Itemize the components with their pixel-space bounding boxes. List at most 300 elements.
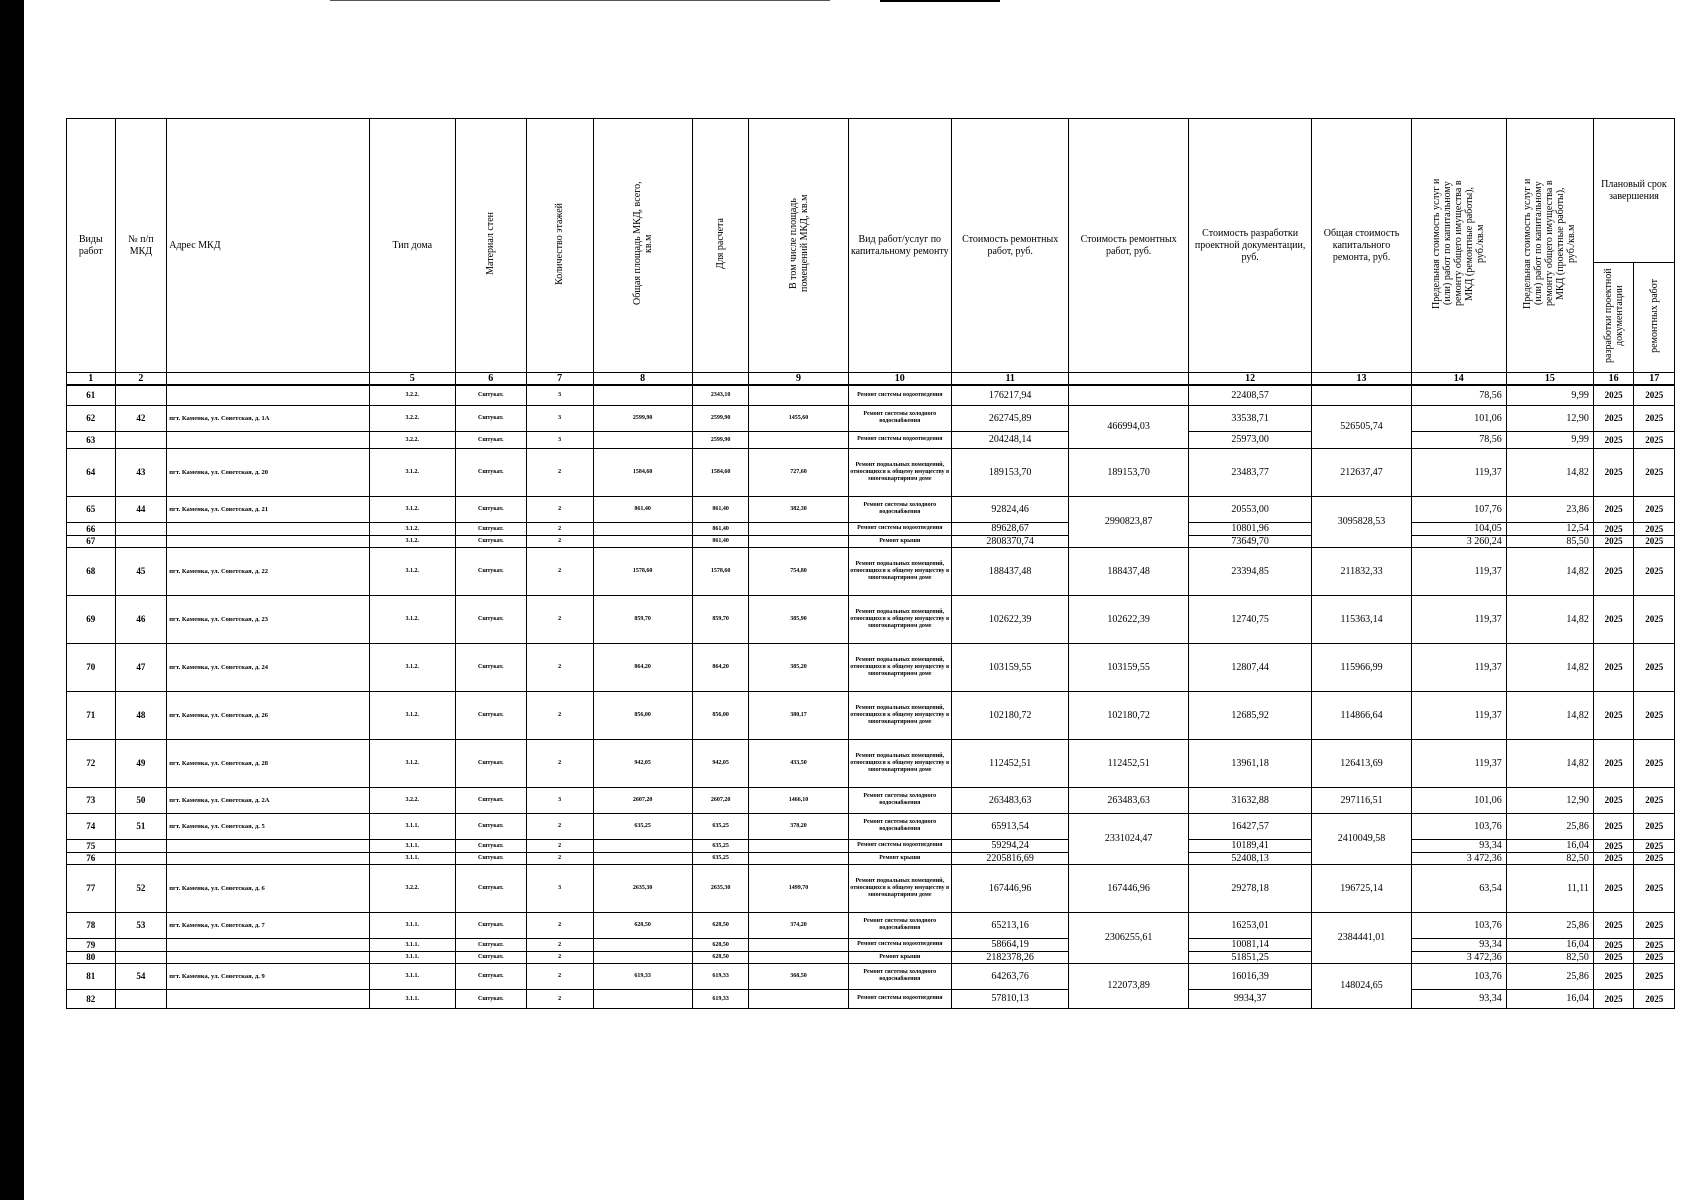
address-cell — [167, 535, 370, 547]
limit-repair-cell: 101,06 — [1411, 405, 1506, 431]
header-term-design: разработки проектной документации — [1593, 263, 1634, 373]
premises-area-cell: 1466,10 — [749, 787, 848, 813]
limit-design-cell: 16,04 — [1506, 938, 1593, 951]
term-design-cell: 2025 — [1593, 938, 1634, 951]
design-cost-cell: 52408,13 — [1188, 852, 1312, 864]
total-area-cell: 856,00 — [593, 691, 692, 739]
term-repair-cell: 2025 — [1634, 989, 1675, 1008]
floors-cell: 2 — [526, 963, 593, 989]
term-repair-cell: 2025 — [1634, 535, 1675, 547]
wall-material-cell: Сштукат. — [455, 385, 526, 405]
house-type-cell: 3.1.1. — [369, 989, 455, 1008]
address-cell: пгт. Каменка, ул. Советская, д. 24 — [167, 643, 370, 691]
repair-cost-cell: 65913,54 — [951, 813, 1068, 839]
calc-area-cell: 2607,20 — [692, 787, 749, 813]
repair-cost-cell: 189153,70 — [951, 448, 1068, 496]
total-area-cell: 861,40 — [593, 496, 692, 522]
table-row — [67, 522, 1675, 535]
row-number: 77 — [67, 864, 116, 912]
mkd-number: 53 — [115, 912, 167, 938]
header-total-area: Общая площадь МКД, всего, кв.м — [593, 119, 692, 373]
repair-cost-cell: 112452,51 — [951, 739, 1068, 787]
floors-cell: 2 — [526, 839, 593, 852]
calc-area-cell: 635,25 — [692, 852, 749, 864]
wall-material-cell: Сштукат. — [455, 643, 526, 691]
term-design-cell: 2025 — [1593, 385, 1634, 405]
mkd-number: 46 — [115, 595, 167, 643]
limit-repair-cell: 93,34 — [1411, 938, 1506, 951]
floors-cell: 2 — [526, 643, 593, 691]
total-area-cell: 2607,20 — [593, 787, 692, 813]
total-area-cell: 864,20 — [593, 643, 692, 691]
floors-cell: 2 — [526, 813, 593, 839]
limit-repair-cell: 78,56 — [1411, 385, 1506, 405]
column-number: 12 — [1188, 373, 1312, 386]
limit-design-cell: 85,50 — [1506, 535, 1593, 547]
repair-cost-cell: 92824,46 — [951, 496, 1068, 522]
wall-material-cell: Сштукат. — [455, 522, 526, 535]
calc-area-cell: 861,40 — [692, 535, 749, 547]
premises-area-cell: 380,17 — [749, 691, 848, 739]
repair-cost-total-cell — [1069, 385, 1188, 405]
limit-design-cell: 14,82 — [1506, 643, 1593, 691]
total-area-cell: 942,05 — [593, 739, 692, 787]
mkd-number: 45 — [115, 547, 167, 595]
scan-top-line — [330, 0, 830, 1]
wall-material-cell: Сштукат. — [455, 691, 526, 739]
calc-area-cell: 2343,10 — [692, 385, 749, 405]
document-sheet — [66, 118, 1675, 1009]
mkd-number: 49 — [115, 739, 167, 787]
design-cost-cell: 25973,00 — [1188, 431, 1312, 448]
design-cost-cell: 51851,25 — [1188, 951, 1312, 963]
term-repair-cell: 2025 — [1634, 405, 1675, 431]
calc-area-cell: 2635,30 — [692, 864, 749, 912]
term-repair-cell: 2025 — [1634, 385, 1675, 405]
calc-area-cell: 635,25 — [692, 813, 749, 839]
total-cost-cell: 114866,64 — [1312, 691, 1411, 739]
design-cost-cell: 9934,37 — [1188, 989, 1312, 1008]
wall-material-cell: Сштукат. — [455, 405, 526, 431]
house-type-cell: 3.1.2. — [369, 739, 455, 787]
limit-design-cell: 23,86 — [1506, 496, 1593, 522]
table-row — [67, 739, 1675, 787]
design-cost-cell: 33538,71 — [1188, 405, 1312, 431]
premises-area-cell — [749, 951, 848, 963]
wall-material-cell: Сштукат. — [455, 951, 526, 963]
repair-cost-total-cell: 112452,51 — [1069, 739, 1188, 787]
repair-cost-cell: 2182378,26 — [951, 951, 1068, 963]
mkd-number — [115, 938, 167, 951]
work-kind-cell: Ремонт системы водоотведения — [848, 938, 951, 951]
wall-material-cell: Сштукат. — [455, 963, 526, 989]
mkd-number — [115, 839, 167, 852]
term-repair-cell: 2025 — [1634, 643, 1675, 691]
calc-area-cell: 942,05 — [692, 739, 749, 787]
house-type-cell: 3.1.1. — [369, 839, 455, 852]
total-cost-cell: 212637,47 — [1312, 448, 1411, 496]
limit-design-cell: 16,04 — [1506, 839, 1593, 852]
work-kind-cell: Ремонт подвальных помещений, относящихся к общему имуществу в многоквартирном доме — [848, 643, 951, 691]
row-number: 62 — [67, 405, 116, 431]
total-cost-cell: 211832,33 — [1312, 547, 1411, 595]
address-cell — [167, 839, 370, 852]
header-limit-design: Предельная стоимость услуг и (или) работ по капитальному ремонту общего имущества в МКД (проектные работы), руб./кв.м — [1506, 119, 1593, 373]
term-repair-cell: 2025 — [1634, 522, 1675, 535]
house-type-cell: 3.1.1. — [369, 938, 455, 951]
term-design-cell: 2025 — [1593, 448, 1634, 496]
term-repair-cell: 2025 — [1634, 431, 1675, 448]
limit-design-cell: 82,50 — [1506, 852, 1593, 864]
work-kind-cell: Ремонт системы холодного водоснабжения — [848, 813, 951, 839]
wall-material-cell: Сштукат. — [455, 431, 526, 448]
table-row — [67, 864, 1675, 912]
house-type-cell: 3.2.2. — [369, 385, 455, 405]
floors-cell: 2 — [526, 448, 593, 496]
design-cost-cell: 16253,01 — [1188, 912, 1312, 938]
limit-design-cell: 14,82 — [1506, 448, 1593, 496]
term-design-cell: 2025 — [1593, 643, 1634, 691]
row-number: 78 — [67, 912, 116, 938]
total-cost-cell: 196725,14 — [1312, 864, 1411, 912]
total-area-cell: 628,50 — [593, 912, 692, 938]
row-number: 80 — [67, 951, 116, 963]
design-cost-cell: 12807,44 — [1188, 643, 1312, 691]
limit-repair-cell: 3 260,24 — [1411, 535, 1506, 547]
table-row — [67, 431, 1675, 448]
repair-cost-cell: 65213,16 — [951, 912, 1068, 938]
limit-design-cell: 14,82 — [1506, 739, 1593, 787]
total-cost-cell: 148024,65 — [1312, 963, 1411, 1008]
row-number: 79 — [67, 938, 116, 951]
premises-area-cell: 1499,70 — [749, 864, 848, 912]
table-row — [67, 595, 1675, 643]
limit-design-cell: 12,54 — [1506, 522, 1593, 535]
premises-area-cell — [749, 938, 848, 951]
calc-area-cell: 628,50 — [692, 938, 749, 951]
total-area-cell: 1578,60 — [593, 547, 692, 595]
wall-material-cell: Сштукат. — [455, 938, 526, 951]
total-area-cell — [593, 989, 692, 1008]
wall-material-cell: Сштукат. — [455, 912, 526, 938]
mkd-number — [115, 431, 167, 448]
repair-cost-total-cell: 122073,89 — [1069, 963, 1188, 1008]
premises-area-cell — [749, 385, 848, 405]
mkd-number: 52 — [115, 864, 167, 912]
design-cost-cell: 20553,00 — [1188, 496, 1312, 522]
wall-material-cell: Сштукат. — [455, 852, 526, 864]
header-floors: Количество этажей — [526, 119, 593, 373]
mkd-number: 50 — [115, 787, 167, 813]
repair-cost-total-cell: 189153,70 — [1069, 448, 1188, 496]
design-cost-cell: 12740,75 — [1188, 595, 1312, 643]
limit-repair-cell: 93,34 — [1411, 839, 1506, 852]
column-number: 13 — [1312, 373, 1411, 386]
mkd-number — [115, 852, 167, 864]
floors-cell: 2 — [526, 951, 593, 963]
limit-repair-cell: 119,37 — [1411, 448, 1506, 496]
address-cell: пгт. Каменка, ул. Советская, д. 9 — [167, 963, 370, 989]
total-cost-cell: 115363,14 — [1312, 595, 1411, 643]
limit-design-cell: 12,90 — [1506, 787, 1593, 813]
repair-cost-cell: 58664,19 — [951, 938, 1068, 951]
house-type-cell: 3.1.2. — [369, 522, 455, 535]
repair-cost-total-cell: 2990823,87 — [1069, 496, 1188, 547]
table-row — [67, 385, 1675, 405]
term-design-cell: 2025 — [1593, 839, 1634, 852]
header-design-cost: Стоимость разработки проектной документации, руб. — [1188, 119, 1312, 373]
repair-cost-cell: 102180,72 — [951, 691, 1068, 739]
total-area-cell — [593, 852, 692, 864]
limit-design-cell: 25,86 — [1506, 813, 1593, 839]
term-repair-cell: 2025 — [1634, 839, 1675, 852]
mkd-number: 54 — [115, 963, 167, 989]
work-kind-cell: Ремонт крыши — [848, 852, 951, 864]
term-repair-cell: 2025 — [1634, 912, 1675, 938]
work-kind-cell: Ремонт крыши — [848, 535, 951, 547]
premises-area-cell — [749, 839, 848, 852]
house-type-cell: 3.1.1. — [369, 852, 455, 864]
total-area-cell: 619,33 — [593, 963, 692, 989]
term-repair-cell: 2025 — [1634, 852, 1675, 864]
wall-material-cell: Сштукат. — [455, 739, 526, 787]
repair-cost-total-cell: 2306255,61 — [1069, 912, 1188, 963]
address-cell: пгт. Каменка, ул. Советская, д. 22 — [167, 547, 370, 595]
row-number: 70 — [67, 643, 116, 691]
limit-repair-cell: 107,76 — [1411, 496, 1506, 522]
repair-cost-total-cell: 466994,03 — [1069, 405, 1188, 448]
limit-design-cell: 9,99 — [1506, 431, 1593, 448]
total-area-cell: 2599,90 — [593, 405, 692, 431]
scan-edge — [0, 0, 24, 1200]
repair-cost-cell: 2205816,69 — [951, 852, 1068, 864]
calc-area-cell: 2599,90 — [692, 431, 749, 448]
calc-area-cell: 619,33 — [692, 963, 749, 989]
total-area-cell: 635,25 — [593, 813, 692, 839]
row-number: 75 — [67, 839, 116, 852]
repair-cost-total-cell: 103159,55 — [1069, 643, 1188, 691]
premises-area-cell: 385,90 — [749, 595, 848, 643]
premises-area-cell: 727,60 — [749, 448, 848, 496]
address-cell — [167, 852, 370, 864]
house-type-cell: 3.1.1. — [369, 813, 455, 839]
floors-cell: 3 — [526, 405, 593, 431]
work-kind-cell: Ремонт подвальных помещений, относящихся к общему имуществу в многоквартирном доме — [848, 691, 951, 739]
calc-area-cell: 635,25 — [692, 839, 749, 852]
limit-design-cell: 14,82 — [1506, 691, 1593, 739]
wall-material-cell: Сштукат. — [455, 989, 526, 1008]
floors-cell: 2 — [526, 989, 593, 1008]
scan-top-mark — [880, 0, 1000, 2]
work-kind-cell: Ремонт подвальных помещений, относящихся к общему имуществу в многоквартирном доме — [848, 595, 951, 643]
wall-material-cell: Сштукат. — [455, 595, 526, 643]
total-cost-cell: 2384441,01 — [1312, 912, 1411, 963]
address-cell: пгт. Каменка, ул. Советская, д. 1А — [167, 405, 370, 431]
address-cell — [167, 385, 370, 405]
repair-cost-cell: 263483,63 — [951, 787, 1068, 813]
design-cost-cell: 10189,41 — [1188, 839, 1312, 852]
term-design-cell: 2025 — [1593, 522, 1634, 535]
work-kind-cell: Ремонт системы холодного водоснабжения — [848, 496, 951, 522]
column-number — [167, 373, 370, 386]
limit-repair-cell: 104,05 — [1411, 522, 1506, 535]
total-area-cell — [593, 951, 692, 963]
repair-cost-cell: 188437,48 — [951, 547, 1068, 595]
design-cost-cell: 31632,88 — [1188, 787, 1312, 813]
column-number: 8 — [593, 373, 692, 386]
premises-area-cell: 374,20 — [749, 912, 848, 938]
column-number: 11 — [951, 373, 1068, 386]
limit-repair-cell: 3 472,36 — [1411, 852, 1506, 864]
house-type-cell: 3.1.2. — [369, 448, 455, 496]
design-cost-cell: 23483,77 — [1188, 448, 1312, 496]
address-cell — [167, 431, 370, 448]
wall-material-cell: Сштукат. — [455, 535, 526, 547]
column-number: 1 — [67, 373, 116, 386]
column-number: 7 — [526, 373, 593, 386]
mkd-number: 47 — [115, 643, 167, 691]
work-kind-cell: Ремонт системы водоотведения — [848, 522, 951, 535]
work-kind-cell: Ремонт подвальных помещений, относящихся к общему имуществу в многоквартирном доме — [848, 864, 951, 912]
calc-area-cell: 1578,60 — [692, 547, 749, 595]
term-repair-cell: 2025 — [1634, 864, 1675, 912]
header-premises-area: В том числе площадь помещений МКД, кв.м — [749, 119, 848, 373]
row-number: 67 — [67, 535, 116, 547]
term-design-cell: 2025 — [1593, 864, 1634, 912]
column-number: 9 — [749, 373, 848, 386]
limit-design-cell: 11,11 — [1506, 864, 1593, 912]
table-row — [67, 496, 1675, 522]
repair-cost-cell: 59294,24 — [951, 839, 1068, 852]
limit-design-cell: 25,86 — [1506, 963, 1593, 989]
limit-repair-cell: 63,54 — [1411, 864, 1506, 912]
total-cost-cell: 3095828,53 — [1312, 496, 1411, 547]
total-area-cell — [593, 431, 692, 448]
address-cell: пгт. Каменка, ул. Советская, д. 20 — [167, 448, 370, 496]
total-cost-cell: 2410049,58 — [1312, 813, 1411, 864]
header-work-types: Виды работ — [67, 119, 116, 373]
wall-material-cell: Сштукат. — [455, 787, 526, 813]
header-address: Адрес МКД — [167, 119, 370, 373]
row-number: 65 — [67, 496, 116, 522]
header-wall-material: Материал стен — [455, 119, 526, 373]
floors-cell: 2 — [526, 691, 593, 739]
mkd-number — [115, 385, 167, 405]
floors-cell: 2 — [526, 595, 593, 643]
premises-area-cell: 368,50 — [749, 963, 848, 989]
address-cell: пгт. Каменка, ул. Советская, д. 5 — [167, 813, 370, 839]
row-number: 81 — [67, 963, 116, 989]
total-area-cell — [593, 938, 692, 951]
address-cell: пгт. Каменка, ул. Советская, д. 26 — [167, 691, 370, 739]
table-row — [67, 787, 1675, 813]
calc-area-cell: 1584,60 — [692, 448, 749, 496]
column-number: 10 — [848, 373, 951, 386]
address-cell: пгт. Каменка, ул. Советская, д. 28 — [167, 739, 370, 787]
column-number: 5 — [369, 373, 455, 386]
header-total-cost: Общая стоимость капитального ремонта, руб. — [1312, 119, 1411, 373]
limit-design-cell: 25,86 — [1506, 912, 1593, 938]
limit-design-cell: 82,50 — [1506, 951, 1593, 963]
row-number: 66 — [67, 522, 116, 535]
house-type-cell: 3.1.2. — [369, 547, 455, 595]
work-kind-cell: Ремонт системы холодного водоснабжения — [848, 963, 951, 989]
total-area-cell — [593, 385, 692, 405]
limit-repair-cell: 103,76 — [1411, 963, 1506, 989]
calc-area-cell: 619,33 — [692, 989, 749, 1008]
table-row — [67, 813, 1675, 839]
design-cost-cell: 16427,57 — [1188, 813, 1312, 839]
term-repair-cell: 2025 — [1634, 787, 1675, 813]
total-cost-cell: 297116,51 — [1312, 787, 1411, 813]
premises-area-cell: 754,80 — [749, 547, 848, 595]
premises-area-cell — [749, 522, 848, 535]
address-cell — [167, 522, 370, 535]
header-for-calc: Для расчета — [692, 119, 749, 373]
premises-area-cell — [749, 852, 848, 864]
calc-area-cell: 861,40 — [692, 522, 749, 535]
design-cost-cell: 13961,18 — [1188, 739, 1312, 787]
house-type-cell: 3.1.1. — [369, 912, 455, 938]
repair-cost-total-cell: 263483,63 — [1069, 787, 1188, 813]
floors-cell: 2 — [526, 535, 593, 547]
header-work-kind: Вид работ/услуг по капитальному ремонту — [848, 119, 951, 373]
mkd-number — [115, 522, 167, 535]
term-repair-cell: 2025 — [1634, 595, 1675, 643]
house-type-cell: 3.2.2. — [369, 864, 455, 912]
floors-cell: 2 — [526, 739, 593, 787]
address-cell: пгт. Каменка, ул. Советская, д. 23 — [167, 595, 370, 643]
limit-design-cell: 14,82 — [1506, 595, 1593, 643]
row-number: 61 — [67, 385, 116, 405]
work-kind-cell: Ремонт системы холодного водоснабжения — [848, 405, 951, 431]
address-cell: пгт. Каменка, ул. Советская, д. 6 — [167, 864, 370, 912]
repair-cost-cell: 89628,67 — [951, 522, 1068, 535]
table-row — [67, 852, 1675, 864]
limit-design-cell: 16,04 — [1506, 989, 1593, 1008]
wall-material-cell: Сштукат. — [455, 864, 526, 912]
total-area-cell — [593, 522, 692, 535]
term-design-cell: 2025 — [1593, 691, 1634, 739]
header-limit-repair: Предельная стоимость услуг и (или) работ по капитальному ремонту общего имущества в МКД (ремонтные работы), руб./кв.м — [1411, 119, 1506, 373]
premises-area-cell — [749, 989, 848, 1008]
premises-area-cell: 382,30 — [749, 496, 848, 522]
row-number: 73 — [67, 787, 116, 813]
table-row — [67, 448, 1675, 496]
limit-repair-cell: 103,76 — [1411, 912, 1506, 938]
floors-cell: 3 — [526, 864, 593, 912]
row-number: 72 — [67, 739, 116, 787]
premises-area-cell: 1455,60 — [749, 405, 848, 431]
work-kind-cell: Ремонт системы водоотведения — [848, 839, 951, 852]
premises-area-cell: 385,20 — [749, 643, 848, 691]
column-number: 6 — [455, 373, 526, 386]
premises-area-cell: 433,50 — [749, 739, 848, 787]
design-cost-cell: 29278,18 — [1188, 864, 1312, 912]
design-cost-cell: 23394,85 — [1188, 547, 1312, 595]
repair-cost-cell: 176217,94 — [951, 385, 1068, 405]
premises-area-cell — [749, 431, 848, 448]
work-kind-cell: Ремонт системы водоотведения — [848, 385, 951, 405]
mkd-number: 51 — [115, 813, 167, 839]
address-cell — [167, 951, 370, 963]
floors-cell: 2 — [526, 912, 593, 938]
house-type-cell: 3.1.2. — [369, 643, 455, 691]
house-type-cell: 3.2.2. — [369, 405, 455, 431]
table-row — [67, 643, 1675, 691]
table-row — [67, 691, 1675, 739]
house-type-cell: 3.1.2. — [369, 691, 455, 739]
